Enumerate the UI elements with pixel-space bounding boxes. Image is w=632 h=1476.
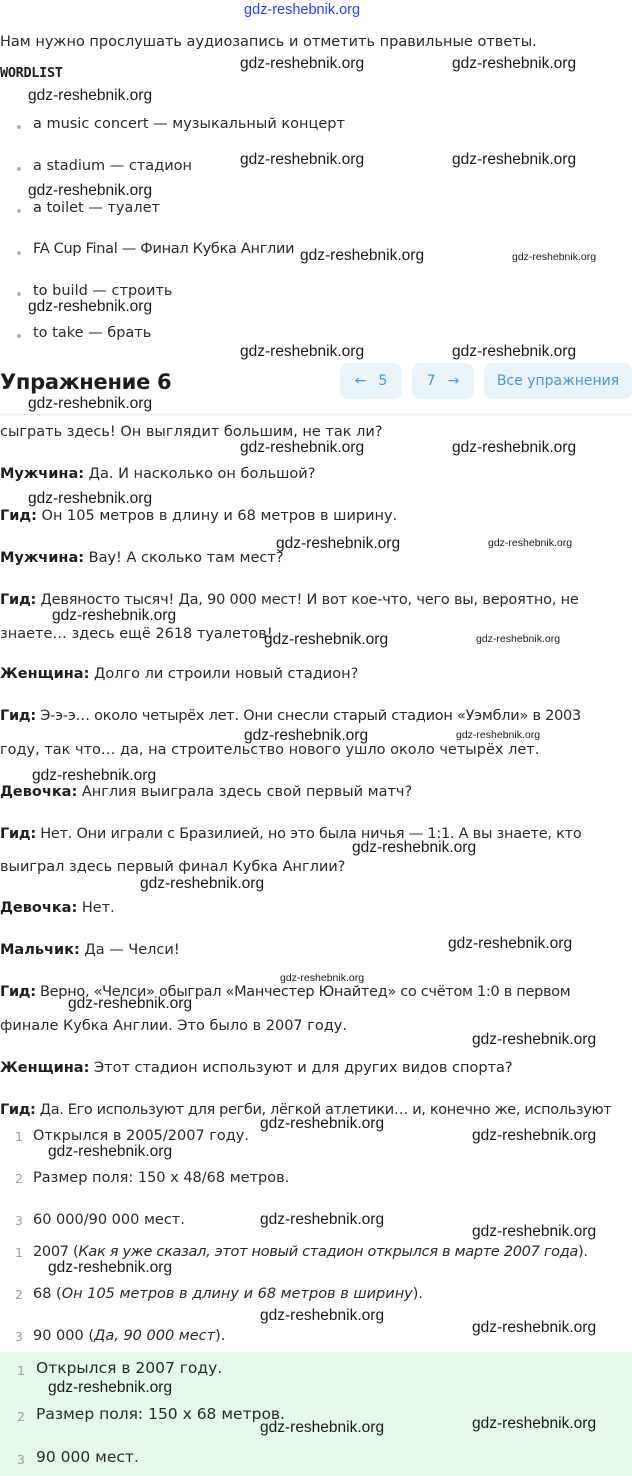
dialogue-line: Девочка: Англия выиграла здесь свой первый матч? (0, 784, 413, 800)
speaker-label: Женщина: (0, 666, 90, 682)
intro-text: Нам нужно прослушать аудиозапись и отметить правильные ответы. (0, 34, 537, 50)
dialogue-line: Гид: Он 105 метров в длину и 68 метров в ширину. (0, 508, 398, 524)
watermark: gdz-reshebnik.org (28, 182, 153, 199)
speaker-label: Девочка: (0, 784, 78, 800)
watermark: gdz-reshebnik.org (452, 439, 577, 456)
watermark: gdz-reshebnik.org (264, 631, 389, 648)
watermark: gdz-reshebnik.org (32, 767, 157, 784)
dialogue-line: Девочка: Нет. (0, 900, 115, 916)
arrow-left-icon: ← (354, 373, 367, 389)
watermark: gdz-reshebnik.org (28, 298, 153, 315)
answer-item: 90 000 мест. (36, 1448, 139, 1466)
watermark: gdz-reshebnik.org (68, 995, 193, 1012)
wordlist-item: a music concert — музыкальный концерт (33, 116, 345, 132)
speaker-label: Мужчина: (0, 466, 85, 482)
wordlist-item: a toilet — туалет (33, 200, 160, 216)
bullet-icon (17, 125, 21, 129)
watermark: gdz-reshebnik.org (472, 1415, 597, 1432)
watermark: gdz-reshebnik.org (28, 87, 153, 104)
speaker-label: Мальчик: (0, 942, 80, 958)
list-item: Размер поля: 150 х 48/68 метров. (33, 1170, 290, 1186)
all-exercises-label: Все упражнения (496, 373, 620, 389)
bullet-icon (17, 292, 21, 296)
bullet-icon (17, 209, 21, 213)
bullet-icon (17, 334, 21, 338)
speaker-label: Гид: (0, 1102, 36, 1118)
bullet-icon (17, 167, 21, 171)
list-item: 2007 (Как я уже сказал, этот новый стадион открылся в марте 2007 года). (33, 1244, 588, 1260)
list-item: 90 000 (Да, 90 000 мест). (33, 1328, 226, 1344)
watermark: gdz-reshebnik.org (472, 1031, 597, 1048)
watermark: gdz-reshebnik.org (472, 1319, 597, 1336)
watermark: gdz-reshebnik.org (260, 1307, 385, 1324)
watermark: gdz-reshebnik.org (300, 247, 425, 264)
watermark: gdz-reshebnik.org (276, 535, 401, 552)
speaker-label: Гид: (0, 708, 36, 724)
dialogue-line-cont: выиграл здесь первый финал Кубка Англии? (0, 859, 346, 875)
watermark: gdz-reshebnik.org (260, 1419, 385, 1436)
watermark: gdz-reshebnik.org (240, 343, 365, 360)
watermark: gdz-reshebnik.org (512, 251, 597, 263)
list-number: 3 (17, 1452, 25, 1467)
watermark: gdz-reshebnik.org (28, 490, 153, 507)
watermark: gdz-reshebnik.org (476, 633, 561, 645)
watermark: gdz-reshebnik.org (472, 1223, 597, 1240)
watermark: gdz-reshebnik.org (48, 1143, 173, 1160)
all-exercises-button[interactable] (484, 363, 632, 399)
watermark: gdz-reshebnik.org (240, 439, 365, 456)
speaker-label: Гид: (0, 984, 36, 1000)
watermark: gdz-reshebnik.org (488, 537, 573, 549)
dialogue-line-cont: знаете… здесь ещё 2618 туалетов! (0, 626, 273, 642)
list-number: 3 (15, 1329, 23, 1344)
list-number: 1 (15, 1129, 23, 1144)
list-number: 1 (17, 1363, 25, 1378)
watermark: gdz-reshebnik.org (244, 727, 369, 744)
answer-item: Открылся в 2007 году. (36, 1359, 223, 1377)
speaker-label: Девочка: (0, 900, 78, 916)
dialogue-line: Гид: Девяносто тысяч! Да, 90 000 мест! И вот кое-что, чего вы, вероятно, не (0, 592, 579, 608)
header-divider (0, 414, 632, 415)
next-exercise-label: 7 (426, 373, 436, 389)
watermark: gdz-reshebnik.org (260, 1115, 385, 1132)
watermark: gdz-reshebnik.org (52, 607, 177, 624)
dialogue-line-cont: финале Кубка Англии. Это было в 2007 году. (0, 1018, 347, 1034)
watermark: gdz-reshebnik.org (452, 343, 577, 360)
list-number: 1 (15, 1245, 23, 1260)
watermark: gdz-reshebnik.org (456, 729, 541, 741)
dialogue-line: Мужчина: Вау! А сколько там мест? (0, 550, 284, 566)
dialogue-line: Гид: Да. Его используют для регби, лёгкой атлетики… и, конечно же, используют (0, 1102, 612, 1118)
list-number: 2 (15, 1287, 23, 1302)
next-exercise-button[interactable] (412, 363, 474, 399)
dialogue-line: Гид: Э-э-э… около четырёх лет. Они снесли старый стадион «Уэмбли» в 2003 (0, 708, 581, 724)
bullet-icon (17, 251, 21, 255)
speaker-label: Мужчина: (0, 550, 85, 566)
speaker-label: Женщина: (0, 1060, 90, 1076)
speaker-label: Гид: (0, 508, 37, 524)
list-number: 2 (15, 1171, 23, 1186)
watermark: gdz-reshebnik.org (48, 1379, 173, 1396)
list-number: 2 (17, 1409, 25, 1424)
wordlist-item: a stadium — стадион (33, 158, 192, 174)
watermark: gdz-reshebnik.org (240, 151, 365, 168)
watermark: gdz-reshebnik.org (352, 839, 477, 856)
wordlist-title: WORDLIST (0, 65, 63, 81)
arrow-right-icon: → (447, 373, 460, 389)
watermark: gdz-reshebnik.org (280, 972, 365, 984)
wordlist-item: to take — брать (33, 325, 152, 341)
watermark-top: gdz-reshebnik.org (244, 2, 361, 18)
list-item: 60 000/90 000 мест. (33, 1212, 185, 1228)
watermark: gdz-reshebnik.org (448, 935, 573, 952)
speaker-label: Гид: (0, 592, 37, 608)
exercise-title: Упражнение 6 (0, 370, 172, 394)
watermark: gdz-reshebnik.org (28, 395, 153, 412)
watermark: gdz-reshebnik.org (48, 1259, 173, 1276)
watermark: gdz-reshebnik.org (240, 55, 365, 72)
speaker-label: Гид: (0, 826, 36, 842)
dialogue-line: Гид: Нет. Они играли с Бразилией, но это была ничья — 1:1. А вы знаете, кто (0, 826, 582, 842)
dialogue-line: Женщина: Этот стадион используют и для других видов спорта? (0, 1060, 513, 1076)
list-item: Открылся в 2005/2007 году. (33, 1128, 249, 1144)
watermark: gdz-reshebnik.org (452, 151, 577, 168)
watermark: gdz-reshebnik.org (260, 1211, 385, 1228)
list-number: 3 (15, 1213, 23, 1228)
watermark: gdz-reshebnik.org (452, 55, 577, 72)
watermark: gdz-reshebnik.org (472, 1127, 597, 1144)
answer-item: Размер поля: 150 х 68 метров. (36, 1405, 285, 1423)
dialogue-line: Мальчик: Да — Челси! (0, 942, 180, 958)
watermark: gdz-reshebnik.org (140, 875, 265, 892)
dialogue-line: сыграть здесь! Он выглядит большим, не так ли? (0, 424, 383, 440)
prev-exercise-label: 5 (378, 373, 388, 389)
wordlist-item: to build — строить (33, 283, 173, 299)
prev-exercise-button[interactable] (340, 363, 402, 399)
dialogue-line: Мужчина: Да. И насколько он большой? (0, 466, 316, 482)
list-item: 68 (Он 105 метров в длину и 68 метров в ширину). (33, 1286, 424, 1302)
dialogue-line: Женщина: Долго ли строили новый стадион? (0, 666, 359, 682)
dialogue-line: Гид: Верно, «Челси» обыграл «Манчестер Юнайтед» со счётом 1:0 в первом (0, 984, 571, 1000)
wordlist-item: FA Cup Final — Финал Кубка Англии (33, 241, 295, 257)
dialogue-line-cont: году, так что… да, на строительство нового ушло около четырёх лет. (0, 742, 540, 758)
